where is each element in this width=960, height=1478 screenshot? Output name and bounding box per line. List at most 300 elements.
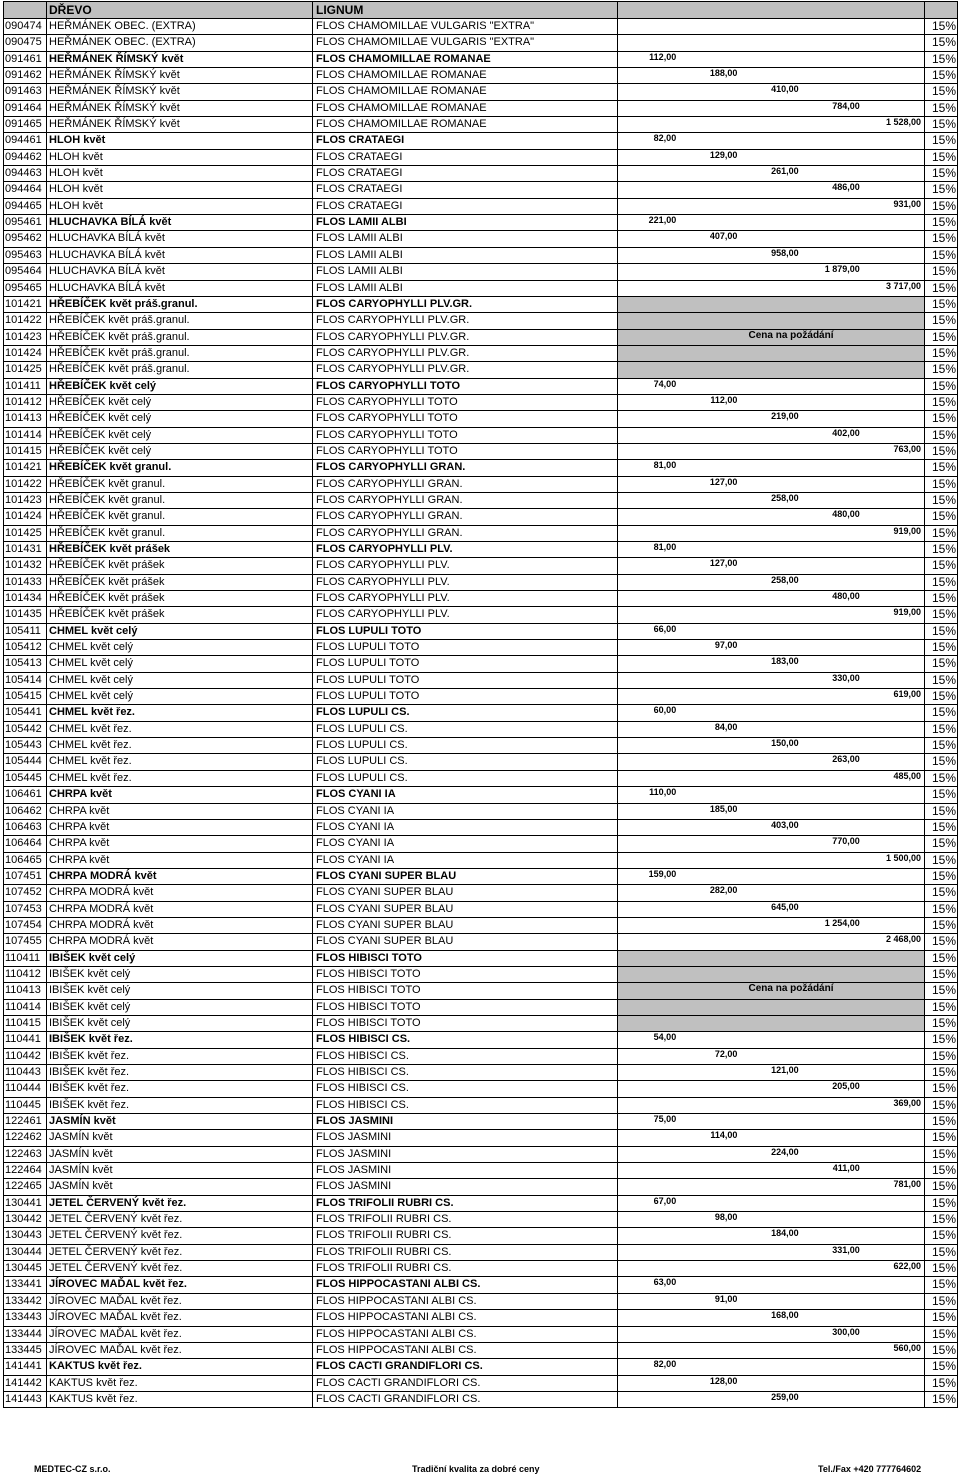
vat-rate: 15% — [925, 330, 958, 345]
product-code: 122465 — [3, 1179, 47, 1194]
vat-rate: 15% — [925, 738, 958, 753]
price-cell — [802, 1065, 863, 1080]
product-code: 105415 — [3, 689, 47, 704]
price-cell: 259,00 — [771, 1391, 799, 1402]
price-cell — [802, 558, 863, 573]
product-code: 133441 — [3, 1277, 47, 1292]
vat-rate: 15% — [925, 689, 958, 704]
price-cell — [679, 542, 740, 557]
vat-rate: 15% — [925, 346, 958, 361]
price-cell — [863, 1228, 924, 1243]
product-code: 110443 — [3, 1065, 47, 1080]
table-row — [3, 1196, 958, 1212]
price-cell: 128,00 — [709, 1375, 738, 1386]
price-cell — [679, 902, 740, 917]
price-cell — [618, 1294, 679, 1309]
price-cells — [618, 264, 925, 279]
price-cell — [740, 52, 801, 67]
product-latin-name: FLOS CARYOPHYLLI PLV. — [313, 591, 618, 606]
price-cell — [863, 133, 924, 148]
price-cell — [618, 1327, 679, 1342]
table-row — [3, 379, 958, 395]
vat-rate: 15% — [925, 460, 958, 475]
price-cell: 224,00 — [771, 1146, 799, 1157]
price-cell — [740, 951, 801, 966]
product-code: 105414 — [3, 673, 47, 688]
price-cell — [618, 84, 679, 99]
price-cell — [618, 656, 679, 671]
product-name: IBIŠEK květ celý — [47, 1016, 313, 1031]
price-cell — [618, 1261, 679, 1276]
price-cells — [618, 1310, 925, 1325]
product-name: JÍROVEC MAĎAL květ řez. — [47, 1343, 313, 1358]
price-cell — [802, 640, 863, 655]
price-cell — [618, 754, 679, 769]
price-cell — [740, 754, 801, 769]
price-cell — [740, 624, 801, 639]
price-cell — [679, 428, 740, 443]
price-cell — [802, 624, 863, 639]
price-cells — [618, 967, 925, 982]
product-code: 122461 — [3, 1114, 47, 1129]
product-latin-name: FLOS HIBISCI CS. — [313, 1081, 618, 1096]
product-name: KAKTUS květ řez. — [47, 1392, 313, 1407]
price-cell: 560,00 — [893, 1342, 922, 1353]
price-cell — [679, 52, 740, 67]
price-cell — [740, 101, 801, 116]
vat-rate: 15% — [925, 428, 958, 443]
price-cells — [618, 1327, 925, 1342]
product-name: CHMEL květ řez. — [47, 754, 313, 769]
vat-rate: 15% — [925, 281, 958, 296]
product-latin-name: FLOS CYANI SUPER BLAU — [313, 869, 618, 884]
price-cell — [679, 853, 740, 868]
price-cells — [618, 1294, 925, 1309]
product-latin-name: FLOS CHAMOMILLAE VULGARIS "EXTRA" — [313, 19, 618, 34]
table-row — [3, 166, 958, 182]
table-row — [3, 542, 958, 558]
price-cell — [679, 264, 740, 279]
product-latin-name: FLOS CYANI SUPER BLAU — [313, 902, 618, 917]
product-name: HŘEBÍČEK květ granul. — [47, 460, 313, 475]
price-cell — [740, 1032, 801, 1047]
product-name: HŘEBÍČEK květ celý — [47, 411, 313, 426]
table-row — [3, 248, 958, 264]
product-latin-name: FLOS CARYOPHYLLI GRAN. — [313, 477, 618, 492]
product-code: 101433 — [3, 575, 47, 590]
product-name: HŘEBÍČEK květ celý — [47, 379, 313, 394]
price-cell — [740, 215, 801, 230]
table-row — [3, 787, 958, 803]
table-row — [3, 853, 958, 869]
product-name: HEŘMÁNEK ŘÍMSKÝ květ — [47, 117, 313, 132]
price-cell — [802, 477, 863, 492]
product-name: HŘEBÍČEK květ prášek — [47, 591, 313, 606]
price-cells — [618, 1245, 925, 1260]
price-cell: 763,00 — [893, 443, 922, 454]
price-cell — [679, 281, 740, 296]
product-code: 101422 — [3, 313, 47, 328]
product-code: 101412 — [3, 395, 47, 410]
price-cells — [618, 215, 925, 230]
vat-rate: 15% — [925, 1327, 958, 1342]
price-cell — [802, 607, 863, 622]
product-name: HLOH květ — [47, 182, 313, 197]
product-latin-name: FLOS HIBISCI CS. — [313, 1032, 618, 1047]
price-cell — [618, 673, 679, 688]
price-cell — [740, 1098, 801, 1113]
table-row — [3, 1376, 958, 1392]
price-cell — [802, 68, 863, 83]
product-code: 130443 — [3, 1228, 47, 1243]
vat-rate: 15% — [925, 509, 958, 524]
price-cell — [863, 1196, 924, 1211]
price-cell — [802, 117, 863, 132]
product-code: 106462 — [3, 804, 47, 819]
table-row — [3, 150, 958, 166]
product-latin-name: FLOS CHAMOMILLAE ROMANAE — [313, 117, 618, 132]
table-row — [3, 1147, 958, 1163]
product-code: 101421 — [3, 460, 47, 475]
price-cells — [618, 1081, 925, 1096]
table-row — [3, 918, 958, 934]
table-row — [3, 869, 958, 885]
price-cell — [679, 346, 740, 361]
table-row — [3, 411, 958, 427]
price-cell: 54,00 — [653, 1032, 677, 1043]
vat-rate: 15% — [925, 133, 958, 148]
product-latin-name: FLOS HIBISCI TOTO — [313, 951, 618, 966]
product-code: 105441 — [3, 705, 47, 720]
price-cell: 84,00 — [714, 721, 738, 732]
price-cell: 480,00 — [832, 591, 860, 602]
vat-rate: 15% — [925, 575, 958, 590]
price-cell — [802, 133, 863, 148]
vat-rate: 15% — [925, 705, 958, 720]
price-cell: 63,00 — [653, 1277, 677, 1288]
product-latin-name: FLOS CRATAEGI — [313, 199, 618, 214]
product-name: HŘEBÍČEK květ práš.granul. — [47, 362, 313, 377]
product-latin-name: FLOS HIBISCI TOTO — [313, 983, 618, 998]
price-cell — [618, 231, 679, 246]
table-row — [3, 1114, 958, 1130]
product-code: 110413 — [3, 983, 47, 998]
product-latin-name: FLOS HIPPOCASTANI ALBI CS. — [313, 1277, 618, 1292]
price-cells — [618, 885, 925, 900]
price-cell — [863, 836, 924, 851]
price-cell — [679, 166, 740, 181]
table-row — [3, 1098, 958, 1114]
price-cell — [618, 362, 679, 377]
product-name: JASMÍN květ — [47, 1147, 313, 1162]
price-cell — [740, 1376, 801, 1391]
price-cell — [618, 19, 679, 34]
price-cell: 369,00 — [893, 1097, 922, 1108]
price-cell — [618, 1163, 679, 1178]
product-code: 133445 — [3, 1343, 47, 1358]
price-cells — [618, 1147, 925, 1162]
table-row — [3, 362, 958, 378]
product-name: HEŘMÁNEK OBEC. (EXTRA) — [47, 19, 313, 34]
price-cell — [618, 885, 679, 900]
product-name: JASMÍN květ — [47, 1114, 313, 1129]
price-cell — [679, 951, 740, 966]
product-code: 107452 — [3, 885, 47, 900]
product-latin-name: FLOS CACTI GRANDIFLORI CS. — [313, 1359, 618, 1374]
price-cell: 3 717,00 — [885, 280, 922, 291]
product-name: KAKTUS květ řez. — [47, 1359, 313, 1374]
price-cell — [802, 804, 863, 819]
price-cell — [802, 1179, 863, 1194]
vat-rate: 15% — [925, 542, 958, 557]
price-cell — [679, 379, 740, 394]
price-cell — [618, 509, 679, 524]
price-cell — [679, 1261, 740, 1276]
price-cell — [863, 362, 924, 377]
price-cells — [618, 68, 925, 83]
price-cells — [618, 640, 925, 655]
price-cell — [618, 558, 679, 573]
price-cell — [618, 607, 679, 622]
product-code: 105412 — [3, 640, 47, 655]
product-code: 090474 — [3, 19, 47, 34]
price-cell — [802, 215, 863, 230]
price-cell — [863, 346, 924, 361]
price-cell — [802, 1359, 863, 1374]
price-cell — [679, 509, 740, 524]
product-code: 101421 — [3, 297, 47, 312]
product-latin-name: FLOS LUPULI TOTO — [313, 656, 618, 671]
price-cell — [618, 1343, 679, 1358]
price-cell — [863, 231, 924, 246]
price-cell — [802, 19, 863, 34]
product-name: IBIŠEK květ řez. — [47, 1098, 313, 1113]
vat-rate: 15% — [925, 673, 958, 688]
product-latin-name: FLOS CARYOPHYLLI PLV. — [313, 575, 618, 590]
price-cell — [863, 1032, 924, 1047]
price-cell — [618, 346, 679, 361]
vat-rate: 15% — [925, 1179, 958, 1194]
product-code: 105411 — [3, 624, 47, 639]
price-cell — [863, 182, 924, 197]
product-latin-name: FLOS CHAMOMILLAE ROMANAE — [313, 68, 618, 83]
product-name: HŘEBÍČEK květ práš.granul. — [47, 313, 313, 328]
table-row — [3, 395, 958, 411]
price-cell — [679, 117, 740, 132]
price-cells — [618, 575, 925, 590]
price-cell — [618, 313, 679, 328]
table-row — [3, 607, 958, 623]
price-cell — [863, 591, 924, 606]
price-cell — [802, 297, 863, 312]
price-cell — [863, 869, 924, 884]
price-cell — [802, 362, 863, 377]
price-cells — [618, 166, 925, 181]
price-cell — [802, 1147, 863, 1162]
price-cell — [740, 19, 801, 34]
price-cells — [618, 558, 925, 573]
product-latin-name: FLOS CACTI GRANDIFLORI CS. — [313, 1392, 618, 1407]
product-name: CHRPA MODRÁ květ — [47, 885, 313, 900]
price-cell: 258,00 — [771, 574, 799, 585]
table-row — [3, 1049, 958, 1065]
table-row — [3, 754, 958, 770]
product-latin-name: FLOS LUPULI CS. — [313, 705, 618, 720]
price-cell — [740, 1359, 801, 1374]
product-code: 107451 — [3, 869, 47, 884]
price-cell — [740, 689, 801, 704]
price-cell — [618, 738, 679, 753]
price-cell: 1 254,00 — [824, 917, 860, 928]
price-cell — [618, 1130, 679, 1145]
price-cell — [679, 1065, 740, 1080]
price-cell — [618, 1049, 679, 1064]
product-name: CHMEL květ řez. — [47, 722, 313, 737]
price-cell — [863, 1130, 924, 1145]
vat-rate: 15% — [925, 836, 958, 851]
product-latin-name: FLOS LUPULI TOTO — [313, 689, 618, 704]
price-cell — [802, 1016, 863, 1031]
price-cell — [618, 820, 679, 835]
product-name: CHRPA MODRÁ květ — [47, 902, 313, 917]
price-cell — [679, 673, 740, 688]
vat-rate: 15% — [925, 754, 958, 769]
price-cell — [863, 379, 924, 394]
price-cells — [618, 1114, 925, 1129]
vat-rate: 15% — [925, 1098, 958, 1113]
price-cell: 205,00 — [832, 1081, 860, 1092]
table-row — [3, 689, 958, 705]
product-latin-name: FLOS HIPPOCASTANI ALBI CS. — [313, 1310, 618, 1325]
table-row — [3, 885, 958, 901]
price-cell — [679, 771, 740, 786]
price-cell — [802, 1049, 863, 1064]
table-row — [3, 1228, 958, 1244]
price-cell — [863, 1245, 924, 1260]
price-cell — [618, 934, 679, 949]
price-cell — [802, 395, 863, 410]
price-cell — [802, 444, 863, 459]
product-latin-name: FLOS CYANI IA — [313, 804, 618, 819]
table-row — [3, 182, 958, 198]
table-row — [3, 133, 958, 149]
product-name: IBIŠEK květ celý — [47, 951, 313, 966]
price-cell: 1 528,00 — [885, 117, 922, 128]
price-cell — [802, 1032, 863, 1047]
vat-rate: 15% — [925, 493, 958, 508]
product-code: 101424 — [3, 346, 47, 361]
price-cell — [802, 1000, 863, 1015]
price-cell — [802, 379, 863, 394]
product-latin-name: FLOS CHAMOMILLAE ROMANAE — [313, 84, 618, 99]
product-code: 110411 — [3, 951, 47, 966]
price-cells — [618, 902, 925, 917]
price-cell — [802, 656, 863, 671]
price-cell — [863, 1065, 924, 1080]
price-cells — [618, 1359, 925, 1374]
price-cell: 219,00 — [771, 411, 799, 422]
price-cells — [618, 297, 925, 312]
price-cell — [618, 1098, 679, 1113]
price-cell — [618, 575, 679, 590]
vat-rate: 15% — [925, 248, 958, 263]
price-cell — [740, 509, 801, 524]
table-row — [3, 52, 958, 68]
price-cell — [863, 787, 924, 802]
product-latin-name: FLOS CARYOPHYLLI TOTO — [313, 411, 618, 426]
price-cell — [740, 722, 801, 737]
price-cells — [618, 771, 925, 786]
price-cell — [679, 1343, 740, 1358]
product-name: HŘEBÍČEK květ granul. — [47, 477, 313, 492]
price-cell: 300,00 — [832, 1326, 860, 1337]
table-row — [3, 84, 958, 100]
product-latin-name: FLOS CYANI SUPER BLAU — [313, 918, 618, 933]
product-name: HŘEBÍČEK květ granul. — [47, 526, 313, 541]
product-name: HLUCHAVKA BÍLÁ květ — [47, 264, 313, 279]
price-cell — [679, 869, 740, 884]
price-cell — [740, 1000, 801, 1015]
table-row — [3, 705, 958, 721]
price-cell: 261,00 — [771, 166, 799, 177]
price-cell — [618, 1016, 679, 1031]
product-name: KAKTUS květ řez. — [47, 1376, 313, 1391]
price-cell — [679, 836, 740, 851]
price-cell — [802, 1114, 863, 1129]
product-latin-name: FLOS CRATAEGI — [313, 182, 618, 197]
price-cell — [863, 640, 924, 655]
price-cell — [740, 1212, 801, 1227]
price-cell — [740, 117, 801, 132]
price-cell: 330,00 — [832, 672, 860, 683]
product-name: JÍROVEC MAĎAL květ řez. — [47, 1294, 313, 1309]
product-name: IBIŠEK květ řez. — [47, 1081, 313, 1096]
price-cell — [618, 1147, 679, 1162]
product-latin-name: FLOS CARYOPHYLLI PLV.GR. — [313, 362, 618, 377]
vat-rate: 15% — [925, 444, 958, 459]
price-cell — [863, 575, 924, 590]
product-code: 105442 — [3, 722, 47, 737]
table-row — [3, 934, 958, 950]
product-latin-name: FLOS LAMII ALBI — [313, 281, 618, 296]
vat-rate: 15% — [925, 869, 958, 884]
price-cell — [679, 411, 740, 426]
product-code: 101434 — [3, 591, 47, 606]
product-code: 105445 — [3, 771, 47, 786]
price-cells — [618, 1261, 925, 1276]
price-cell — [863, 1327, 924, 1342]
price-cell — [618, 101, 679, 116]
product-latin-name: FLOS CACTI GRANDIFLORI CS. — [313, 1376, 618, 1391]
price-cells — [618, 1130, 925, 1145]
product-name: CHRPA MODRÁ květ — [47, 918, 313, 933]
product-latin-name: FLOS CHAMOMILLAE ROMANAE — [313, 52, 618, 67]
table-row — [3, 983, 958, 999]
price-cells — [618, 1049, 925, 1064]
price-cells — [618, 395, 925, 410]
price-cells — [618, 1228, 925, 1243]
table-row — [3, 1359, 958, 1375]
table-row — [3, 771, 958, 787]
price-cell — [863, 101, 924, 116]
product-name: HŘEBÍČEK květ celý — [47, 395, 313, 410]
product-code: 094465 — [3, 199, 47, 214]
product-latin-name: FLOS HIBISCI CS. — [313, 1065, 618, 1080]
price-cells — [618, 35, 925, 50]
product-code: 101432 — [3, 558, 47, 573]
table-row — [3, 68, 958, 84]
vat-rate: 15% — [925, 313, 958, 328]
